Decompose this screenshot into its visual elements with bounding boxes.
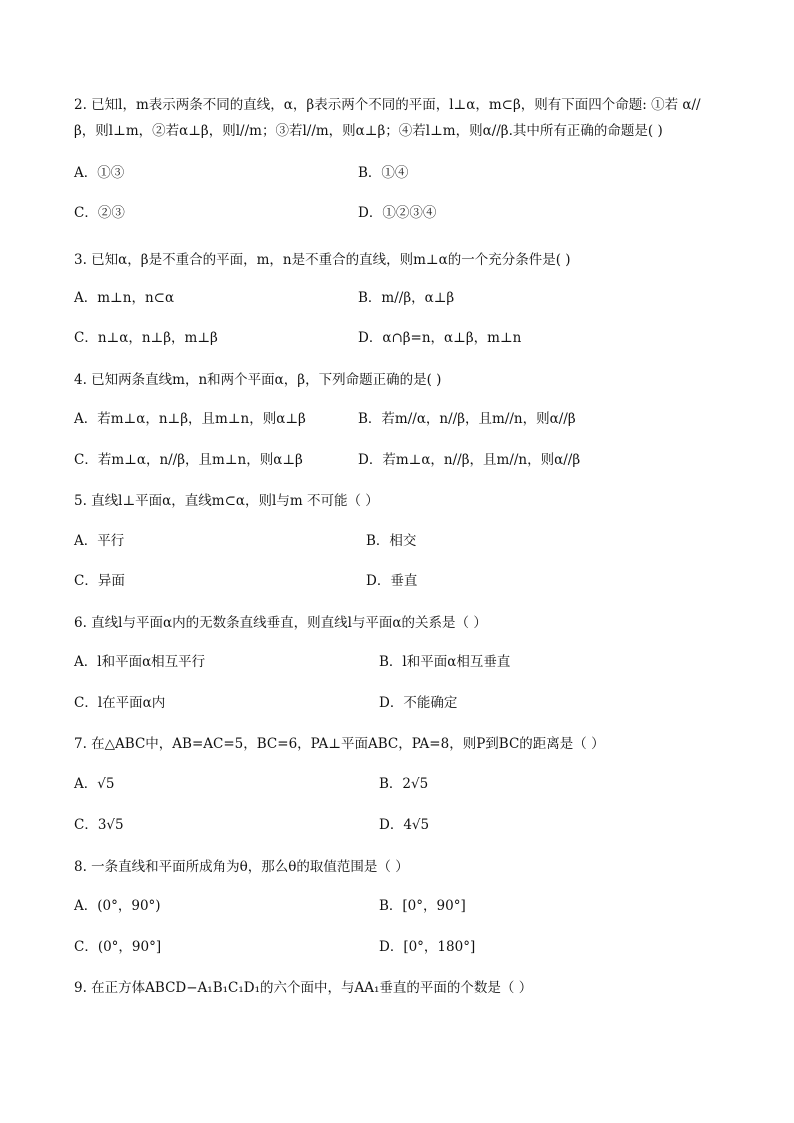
question-5-option-a: A．平行 <box>74 533 125 549</box>
question-2-option-a: A．①③ <box>74 165 125 181</box>
question-3-stem: 3. 已知α，β是不重合的平面，m，n是不重合的直线，则m⊥α的一个充分条件是( ) <box>74 252 571 268</box>
question-5-option-c: C．异面 <box>74 573 125 589</box>
question-3-option-d: D．α∩β=n，α⊥β，m⊥n <box>358 330 522 346</box>
question-2-stem-line-1: 2. 已知l，m表示两条不同的直线，α，β表示两个不同的平面，l⊥α，m⊂β，则有下面四个命题: ①若 α// <box>74 97 701 113</box>
question-6-option-c: C．l在平面α内 <box>74 695 166 711</box>
question-4-stem: 4. 已知两条直线m，n和两个平面α，β，下列命题正确的是( ) <box>74 372 442 388</box>
question-6-option-d: D．不能确定 <box>379 695 458 711</box>
question-7-option-b: B．2√5 <box>379 776 429 792</box>
question-9-stem: 9. 在正方体ABCD−A₁B₁C₁D₁的六个面中，与AA₁垂直的平面的个数是（ ） <box>74 980 533 996</box>
question-4-option-c: C．若m⊥α，n//β，且m⊥n，则α⊥β <box>74 452 303 468</box>
question-8-option-c: C．(0°，90°] <box>74 939 162 955</box>
question-2-stem-line-2: β，则l⊥m，②若α⊥β，则l//m；③若l//m，则α⊥β；④若l⊥m，则α//β.其中所有正确的命题是( ) <box>74 123 663 139</box>
question-8-stem: 8. 一条直线和平面所成角为θ，那么θ的取值范围是（ ） <box>74 859 409 875</box>
question-5-option-d: D．垂直 <box>366 573 418 589</box>
question-7-stem: 7. 在△ABC中，AB=AC=5，BC=6，PA⊥平面ABC，PA=8，则P到BC的距离是（ ） <box>74 736 605 752</box>
question-4-option-d: D．若m⊥α，n//β，且m//n，则α//β <box>358 452 581 468</box>
question-8-option-a: A．(0°，90°) <box>74 898 161 914</box>
question-7-option-a: A．√5 <box>74 776 115 792</box>
question-7-option-d: D．4√5 <box>379 817 430 833</box>
question-3-option-a: A．m⊥n，n⊂α <box>74 290 175 306</box>
question-5-stem: 5. 直线l⊥平面α，直线m⊂α，则l与m 不可能（ ） <box>74 493 379 509</box>
question-8-option-d: D．[0°，180°] <box>379 939 476 955</box>
question-3-option-c: C．n⊥α，n⊥β，m⊥β <box>74 330 218 346</box>
question-4-option-b: B．若m//α，n//β，且m//n，则α//β <box>358 411 576 427</box>
question-6-option-a: A．l和平面α相互平行 <box>74 654 206 670</box>
question-3-option-b: B．m//β，α⊥β <box>358 290 455 306</box>
question-6-option-b: B．l和平面α相互垂直 <box>379 654 511 670</box>
question-2-option-d: D．①②③④ <box>358 205 437 221</box>
question-5-option-b: B．相交 <box>366 533 417 549</box>
question-6-stem: 6. 直线l与平面α内的无数条直线垂直，则直线l与平面α的关系是（ ） <box>74 615 487 631</box>
question-8-option-b: B．[0°，90°] <box>379 898 466 914</box>
question-2-option-b: B．①④ <box>358 165 409 181</box>
question-4-option-a: A．若m⊥α，n⊥β，且m⊥n，则α⊥β <box>74 411 306 427</box>
question-2-option-c: C．②③ <box>74 205 125 221</box>
question-7-option-c: C．3√5 <box>74 817 124 833</box>
